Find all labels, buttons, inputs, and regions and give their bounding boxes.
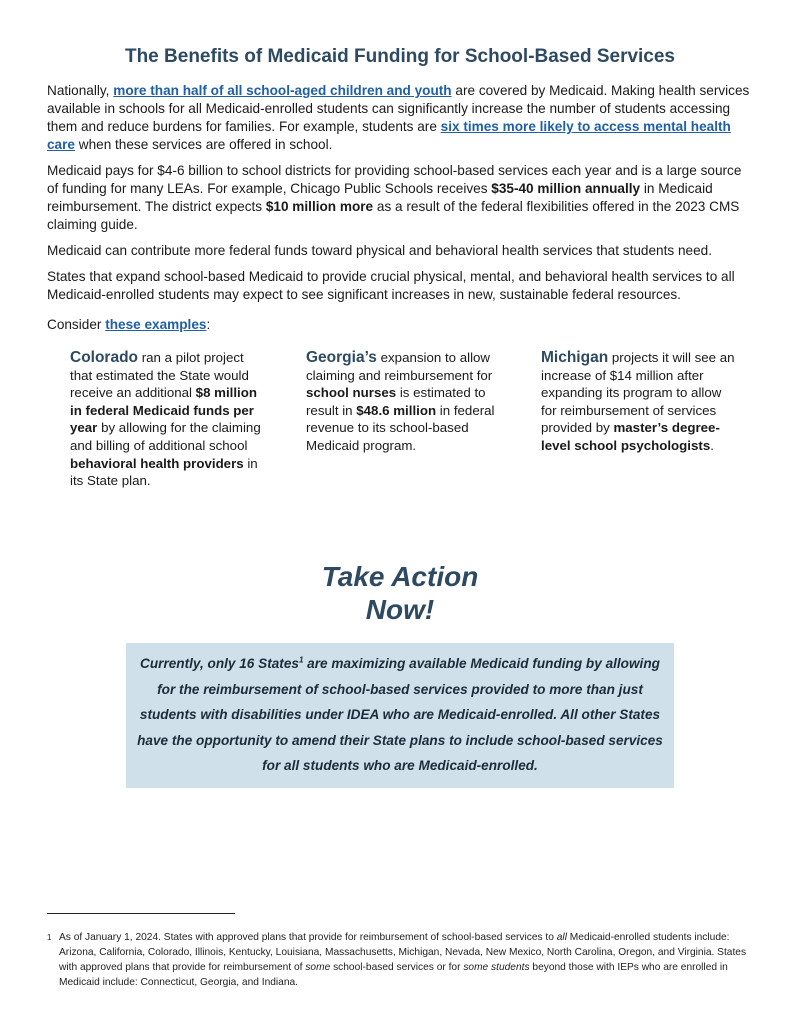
bold-text: master’s degree-level school psychologists bbox=[541, 420, 720, 453]
text-span: projects it will see an increase of $14 million after expanding its program to allow for reimbursement of services provided by bbox=[541, 350, 735, 436]
text-span: in its State plan. bbox=[70, 455, 258, 489]
bold-chicago-amount: $35-40 million annually bbox=[491, 181, 641, 196]
footnote-text bbox=[59, 930, 757, 990]
bold-text: $48.6 million bbox=[356, 402, 437, 418]
footnote-divider bbox=[47, 913, 235, 914]
italic-text: some students bbox=[463, 962, 530, 973]
text-span: school-based services or for bbox=[330, 962, 464, 973]
text-span: As of January 1, 2024. States with approved plans that provide for reimbursement of school-based services to bbox=[59, 932, 557, 943]
footnote bbox=[47, 930, 757, 990]
link-mental-health[interactable]: six times more likely to access mental health care bbox=[47, 119, 731, 152]
text-span: Medicaid-enrolled students include: Arizona, California, Colorado, Illinois, Kentucky, Louisiana, Massachusetts, Michigan, Nevada, New Mexico, North Carolina, Oregon, and Virginia. States with approved plans that provide for reimbursement of bbox=[59, 932, 747, 973]
callout-text bbox=[136, 651, 664, 779]
text-span: : bbox=[206, 317, 211, 332]
paragraph-coverage bbox=[47, 82, 753, 154]
callout-box bbox=[126, 643, 674, 788]
italic-text: some bbox=[305, 962, 331, 973]
bold-text: behavioral health providers bbox=[70, 455, 244, 471]
bold-text: school nurses bbox=[306, 385, 397, 401]
bold-text: $8 million in federal Medicaid funds per year bbox=[70, 385, 258, 436]
take-action-heading bbox=[0, 560, 800, 626]
text-span: Consider bbox=[47, 317, 106, 332]
text-span: in federal revenue to its school-based Medicaid program. bbox=[306, 402, 495, 453]
consider-line bbox=[47, 316, 210, 334]
state-name-michigan: Michigan bbox=[541, 349, 609, 366]
text-span: when these services are offered in school. bbox=[74, 137, 333, 152]
text-span: by allowing for the claiming and billing of additional school bbox=[70, 420, 261, 453]
text-span: is estimated to result in bbox=[306, 385, 486, 418]
paragraph-expansion: States that expand school-based Medicaid to provide crucial physical, mental, and behavioral health services to all Medicaid-enrolled students may expect to see significant increases in new, sustainable federal resources. bbox=[47, 269, 735, 302]
link-these-examples[interactable]: these examples bbox=[105, 317, 207, 332]
intro-body bbox=[47, 82, 753, 312]
text-span: Currently, only 16 States bbox=[140, 656, 299, 671]
text-span: Medicaid pays for $4-6 billion to school districts for providing school-based services each year and is a large source of funding for many LEAs. For example, Chicago Public Schools receives bbox=[47, 163, 742, 196]
take-action-line-2: Now! bbox=[365, 594, 435, 625]
text-span: as a result of the federal flexibilities offered in the 2023 CMS claiming guide. bbox=[47, 199, 740, 232]
text-span: are covered by Medicaid. Making health services available in schools for all Medicaid-enrolled students can significantly increase the number of students accessing them and reduce burdens for families. For example, students are bbox=[47, 83, 750, 134]
state-name-georgia: Georgia’s bbox=[306, 349, 377, 366]
example-georgia bbox=[306, 349, 498, 455]
link-half-children[interactable]: more than half of all school-aged children and youth bbox=[113, 83, 452, 98]
footnote-marker: 1 bbox=[47, 933, 52, 942]
paragraph-federal-funds: Medicaid can contribute more federal funds toward physical and behavioral health services that students need. bbox=[47, 243, 712, 258]
page-title: The Benefits of Medicaid Funding for School-Based Services bbox=[124, 46, 676, 67]
text-span: beyond those with IEPs who are enrolled in Medicaid include: Connecticut, Georgia, and Indiana. bbox=[59, 962, 728, 988]
footnote-reference[interactable]: 1 bbox=[298, 655, 304, 665]
text-span: in Medicaid reimbursement. The district expects bbox=[47, 181, 713, 214]
example-colorado bbox=[70, 349, 264, 490]
bold-additional-amount: $10 million more bbox=[265, 199, 374, 214]
paragraph-funding bbox=[47, 162, 753, 234]
take-action-line-1: Take Action bbox=[321, 561, 479, 592]
example-michigan bbox=[541, 349, 735, 455]
italic-text: all bbox=[556, 932, 567, 943]
state-name-colorado: Colorado bbox=[70, 349, 139, 366]
text-span: Nationally, bbox=[47, 83, 114, 98]
text-span: are maximizing available Medicaid funding by allowing for the reimbursement of school-based services provided to more than just students with disabilities under IDEA who are Medicaid-enrolled. All other States have the opportunity to amend their State plans to include school-based services for all students who are Medicaid-enrolled. bbox=[137, 656, 663, 773]
text-span: ran a pilot project that estimated the State would receive an additional bbox=[70, 350, 249, 401]
text-span: . bbox=[710, 437, 714, 453]
text-span: expansion to allow claiming and reimbursement for bbox=[306, 350, 493, 383]
